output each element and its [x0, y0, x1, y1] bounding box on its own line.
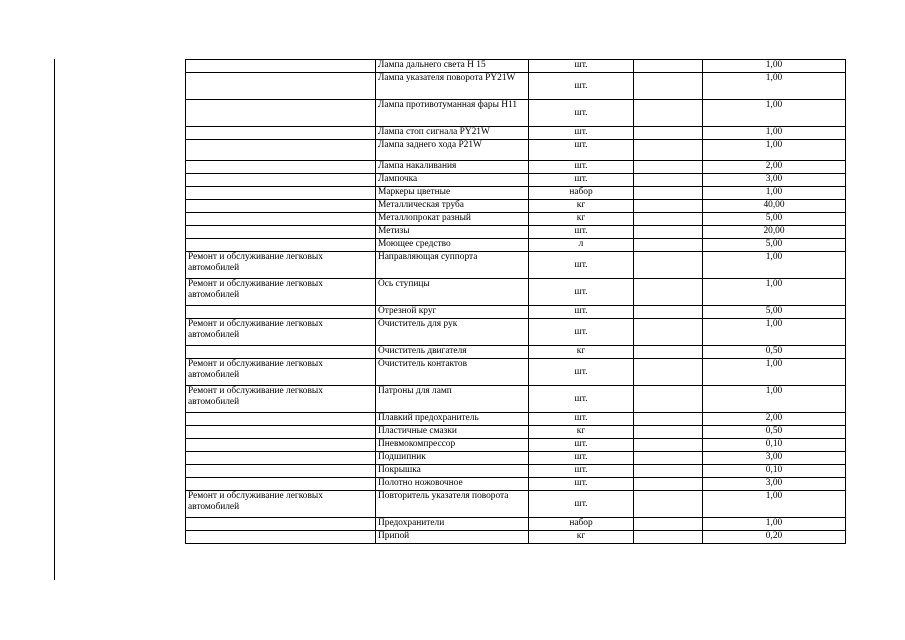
unit-cell: шт. — [529, 226, 634, 239]
category-cell — [186, 478, 376, 491]
unit-cell: шт. — [529, 279, 634, 306]
item-name-cell: Очиститель для рук — [376, 319, 529, 346]
category-cell: Ремонт и обслуживание легковых автомобилей — [186, 319, 376, 346]
item-name-cell: Полотно ножовочное — [376, 478, 529, 491]
materials-table — [185, 59, 846, 544]
empty-cell — [634, 60, 703, 73]
empty-cell — [634, 226, 703, 239]
unit-cell: кг — [529, 346, 634, 359]
empty-cell — [634, 531, 703, 544]
category-cell — [186, 452, 376, 465]
quantity-cell: 1,00 — [703, 140, 846, 161]
empty-cell — [634, 386, 703, 413]
quantity-cell: 2,00 — [703, 413, 846, 426]
item-name-cell: Лампочка — [376, 174, 529, 187]
item-name-cell: Предохранители — [376, 518, 529, 531]
table-row — [186, 239, 846, 252]
item-name-cell: Металлопрокат разный — [376, 213, 529, 226]
quantity-cell: 5,00 — [703, 306, 846, 319]
unit-cell: шт. — [529, 439, 634, 452]
category-cell — [186, 187, 376, 200]
quantity-cell: 1,00 — [703, 252, 846, 279]
category-cell — [186, 426, 376, 439]
category-cell — [186, 140, 376, 161]
quantity-cell: 0,50 — [703, 346, 846, 359]
category-cell — [186, 161, 376, 174]
empty-cell — [634, 426, 703, 439]
category-cell — [186, 518, 376, 531]
item-name-cell: Патроны для ламп — [376, 386, 529, 413]
category-cell — [186, 174, 376, 187]
unit-cell: шт. — [529, 319, 634, 346]
empty-cell — [634, 465, 703, 478]
quantity-cell: 20,00 — [703, 226, 846, 239]
item-name-cell: Плавкий предохранитель — [376, 413, 529, 426]
empty-cell — [634, 413, 703, 426]
table-row — [186, 252, 846, 279]
empty-cell — [634, 346, 703, 359]
empty-cell — [634, 73, 703, 100]
item-name-cell: Пластичные смазки — [376, 426, 529, 439]
empty-cell — [634, 478, 703, 491]
unit-cell: шт. — [529, 73, 634, 100]
unit-cell: шт. — [529, 359, 634, 386]
unit-cell: шт. — [529, 174, 634, 187]
item-name-cell: Лампа противотуманная фары H11 — [376, 100, 529, 127]
item-name-cell: Лампа указателя поворота PY21W — [376, 73, 529, 100]
category-cell — [186, 73, 376, 100]
item-name-cell: Метизы — [376, 226, 529, 239]
quantity-cell: 0,20 — [703, 531, 846, 544]
quantity-cell: 2,00 — [703, 161, 846, 174]
unit-cell: кг — [529, 200, 634, 213]
item-name-cell: Подшипник — [376, 452, 529, 465]
unit-cell: шт. — [529, 491, 634, 518]
category-cell — [186, 60, 376, 73]
table-row — [186, 439, 846, 452]
item-name-cell: Маркеры цветные — [376, 187, 529, 200]
table-row — [186, 518, 846, 531]
quantity-cell: 1,00 — [703, 100, 846, 127]
unit-cell: шт. — [529, 465, 634, 478]
quantity-cell: 1,00 — [703, 386, 846, 413]
category-cell — [186, 127, 376, 140]
quantity-cell: 1,00 — [703, 187, 846, 200]
table-row — [186, 187, 846, 200]
unit-cell: шт. — [529, 60, 634, 73]
quantity-cell: 1,00 — [703, 73, 846, 100]
empty-cell — [634, 518, 703, 531]
category-cell — [186, 531, 376, 544]
unit-cell: шт. — [529, 478, 634, 491]
unit-cell: шт. — [529, 413, 634, 426]
quantity-cell: 0,10 — [703, 465, 846, 478]
category-cell — [186, 439, 376, 452]
empty-cell — [634, 306, 703, 319]
category-cell — [186, 239, 376, 252]
empty-cell — [634, 452, 703, 465]
category-cell — [186, 200, 376, 213]
unit-cell: шт. — [529, 306, 634, 319]
table-row — [186, 161, 846, 174]
table-row — [186, 73, 846, 100]
empty-cell — [634, 439, 703, 452]
left-margin-line — [54, 59, 55, 580]
item-name-cell: Ось ступицы — [376, 279, 529, 306]
table-row — [186, 465, 846, 478]
item-name-cell: Отрезной круг — [376, 306, 529, 319]
item-name-cell: Лампа заднего хода P21W — [376, 140, 529, 161]
empty-cell — [634, 252, 703, 279]
quantity-cell: 40,00 — [703, 200, 846, 213]
item-name-cell: Металлическая труба — [376, 200, 529, 213]
item-name-cell: Лампа дальнего света H 15 — [376, 60, 529, 73]
unit-cell: шт. — [529, 100, 634, 127]
table-row — [186, 491, 846, 518]
empty-cell — [634, 279, 703, 306]
table-row — [186, 346, 846, 359]
category-cell — [186, 346, 376, 359]
category-cell — [186, 306, 376, 319]
table-row — [186, 359, 846, 386]
unit-cell: шт. — [529, 140, 634, 161]
empty-cell — [634, 213, 703, 226]
item-name-cell: Очиститель контактов — [376, 359, 529, 386]
empty-cell — [634, 359, 703, 386]
quantity-cell: 1,00 — [703, 518, 846, 531]
quantity-cell: 3,00 — [703, 452, 846, 465]
unit-cell: л — [529, 239, 634, 252]
unit-cell: шт. — [529, 452, 634, 465]
table-row — [186, 426, 846, 439]
table-row — [186, 140, 846, 161]
item-name-cell: Пневмокомпрессор — [376, 439, 529, 452]
unit-cell: шт. — [529, 127, 634, 140]
unit-cell: набор — [529, 187, 634, 200]
category-cell: Ремонт и обслуживание легковых автомобилей — [186, 279, 376, 306]
item-name-cell: Моющее средство — [376, 239, 529, 252]
materials-table-body — [186, 60, 846, 544]
quantity-cell: 1,00 — [703, 127, 846, 140]
quantity-cell: 0,50 — [703, 426, 846, 439]
empty-cell — [634, 200, 703, 213]
item-name-cell: Очиститель двигателя — [376, 346, 529, 359]
quantity-cell: 1,00 — [703, 359, 846, 386]
empty-cell — [634, 174, 703, 187]
table-row — [186, 319, 846, 346]
quantity-cell: 5,00 — [703, 239, 846, 252]
category-cell — [186, 413, 376, 426]
category-cell: Ремонт и обслуживание легковых автомобилей — [186, 386, 376, 413]
unit-cell: кг — [529, 531, 634, 544]
empty-cell — [634, 127, 703, 140]
empty-cell — [634, 319, 703, 346]
table-row — [186, 478, 846, 491]
empty-cell — [634, 187, 703, 200]
quantity-cell: 1,00 — [703, 279, 846, 306]
category-cell — [186, 213, 376, 226]
category-cell: Ремонт и обслуживание легковых автомобилей — [186, 252, 376, 279]
empty-cell — [634, 491, 703, 518]
quantity-cell: 1,00 — [703, 319, 846, 346]
item-name-cell: Лампа стоп сигнала PY21W — [376, 127, 529, 140]
table-row — [186, 386, 846, 413]
table-row — [186, 306, 846, 319]
category-cell: Ремонт и обслуживание легковых автомобилей — [186, 491, 376, 518]
unit-cell: шт. — [529, 252, 634, 279]
table-row — [186, 226, 846, 239]
unit-cell: набор — [529, 518, 634, 531]
category-cell: Ремонт и обслуживание легковых автомобилей — [186, 359, 376, 386]
quantity-cell: 1,00 — [703, 60, 846, 73]
quantity-cell: 3,00 — [703, 174, 846, 187]
table-row — [186, 452, 846, 465]
table-row — [186, 100, 846, 127]
table-row — [186, 279, 846, 306]
category-cell — [186, 465, 376, 478]
item-name-cell: Лампа накаливания — [376, 161, 529, 174]
item-name-cell: Припой — [376, 531, 529, 544]
table-row — [186, 60, 846, 73]
unit-cell: шт. — [529, 386, 634, 413]
table-row — [186, 531, 846, 544]
empty-cell — [634, 239, 703, 252]
quantity-cell: 1,00 — [703, 491, 846, 518]
table-row — [186, 213, 846, 226]
table-row — [186, 174, 846, 187]
unit-cell: шт. — [529, 161, 634, 174]
unit-cell: кг — [529, 213, 634, 226]
item-name-cell: Повторитель указателя поворота — [376, 491, 529, 518]
empty-cell — [634, 100, 703, 127]
quantity-cell: 0,10 — [703, 439, 846, 452]
category-cell — [186, 100, 376, 127]
category-cell — [186, 226, 376, 239]
empty-cell — [634, 140, 703, 161]
quantity-cell: 3,00 — [703, 478, 846, 491]
table-row — [186, 127, 846, 140]
quantity-cell: 5,00 — [703, 213, 846, 226]
table-row — [186, 200, 846, 213]
item-name-cell: Направляющая суппорта — [376, 252, 529, 279]
unit-cell: кг — [529, 426, 634, 439]
empty-cell — [634, 161, 703, 174]
table-row — [186, 413, 846, 426]
item-name-cell: Покрышка — [376, 465, 529, 478]
